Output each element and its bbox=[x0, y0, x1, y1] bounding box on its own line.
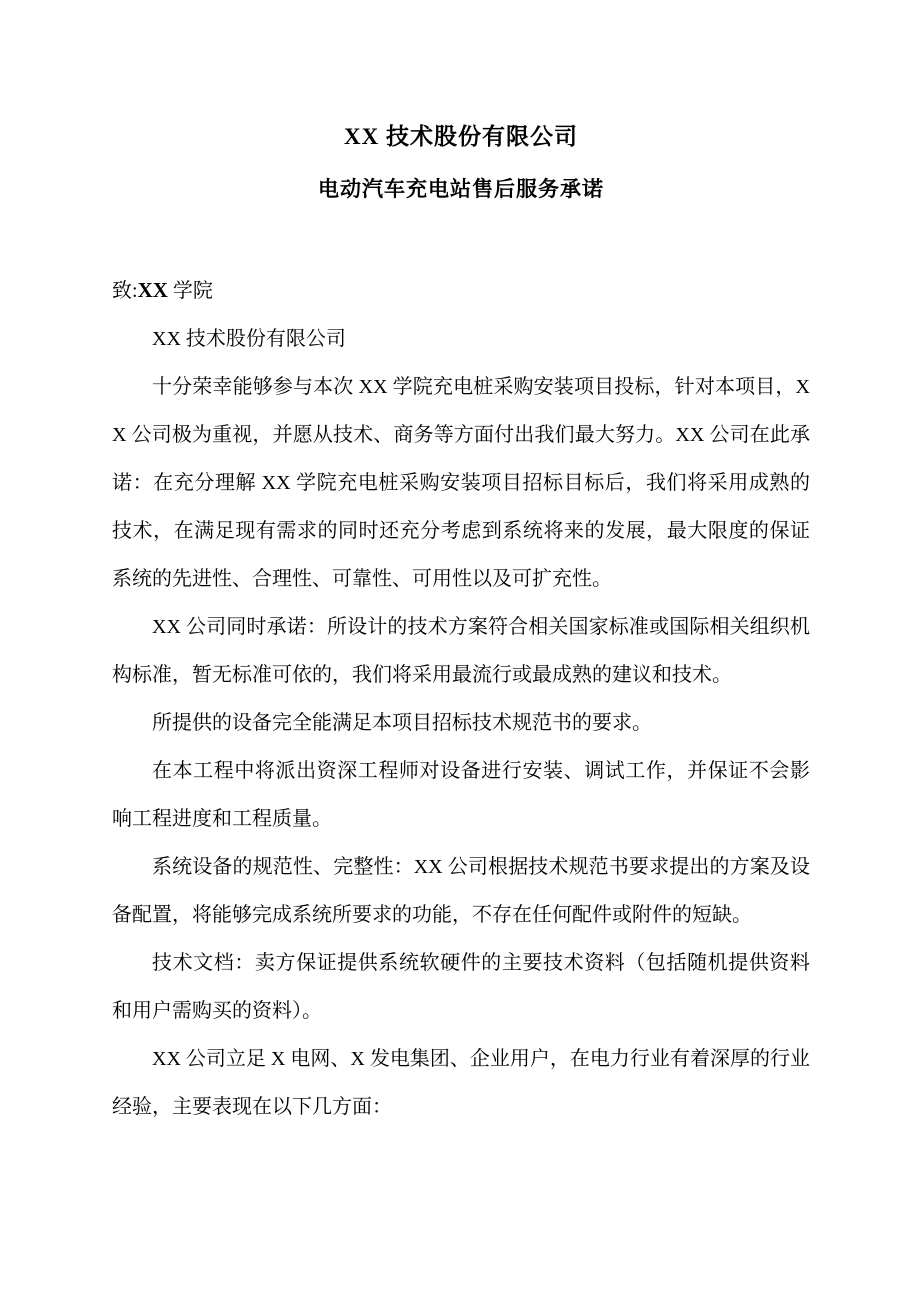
salutation-suffix: 学院 bbox=[167, 280, 213, 302]
document-body bbox=[112, 315, 810, 1131]
paragraph-equipment-compliance: 所提供的设备完全能满足本项目招标技术规范书的要求。 bbox=[152, 712, 652, 734]
paragraph-system-completeness: 系统设备的规范性、完整性：XX 公司根据技术规范书要求提出的方案及设备配置，将能够完成系统所要求的功能，不存在任何配件或附件的短缺。 bbox=[112, 856, 810, 926]
salutation-emphasis: XX bbox=[137, 278, 168, 302]
paragraph-commitment-intro: 十分荣幸能够参与本次 XX 学院充电桩采购安装项目投标，针对本项目，XX 公司极为重视，并愿从技术、商务等方面付出我们最大努力。XX 公司在此承诺：在充分理解 XX 学院充电桩采购安装项目招标目标后，我们将采用成熟的技术，在满足现有需求的同时还充分考虑到系统将来的发展，最大限度的保证系统的先进性、合理性、可靠性、可用性以及可扩充性。 bbox=[112, 376, 810, 590]
salutation-line bbox=[112, 266, 810, 315]
document-title: XX 技术股份有限公司 bbox=[344, 124, 578, 149]
salutation-prefix: 致: bbox=[112, 280, 138, 302]
paragraph-technical-docs: 技术文档：卖方保证提供系统软硬件的主要技术资料（包括随机提供资料和用户需购买的资料）。 bbox=[112, 952, 810, 1022]
paragraph-industry-experience: XX 公司立足 X 电网、X 发电集团、企业用户，在电力行业有着深厚的行业经验，主要表现在以下几方面： bbox=[112, 1048, 810, 1118]
paragraph-engineer-dispatch: 在本工程中将派出资深工程师对设备进行安装、调试工作，并保证不会影响工程进度和工程质量。 bbox=[112, 760, 810, 830]
document-subtitle: 电动汽车充电站售后服务承诺 bbox=[318, 177, 604, 201]
paragraph-standards-commitment: XX 公司同时承诺：所设计的技术方案符合相关国家标准或国际相关组织机构标准，暂无标准可依的，我们将采用最流行或最成熟的建议和技术。 bbox=[112, 616, 810, 686]
paragraph-company-name: XX 技术股份有限公司 bbox=[152, 328, 346, 350]
